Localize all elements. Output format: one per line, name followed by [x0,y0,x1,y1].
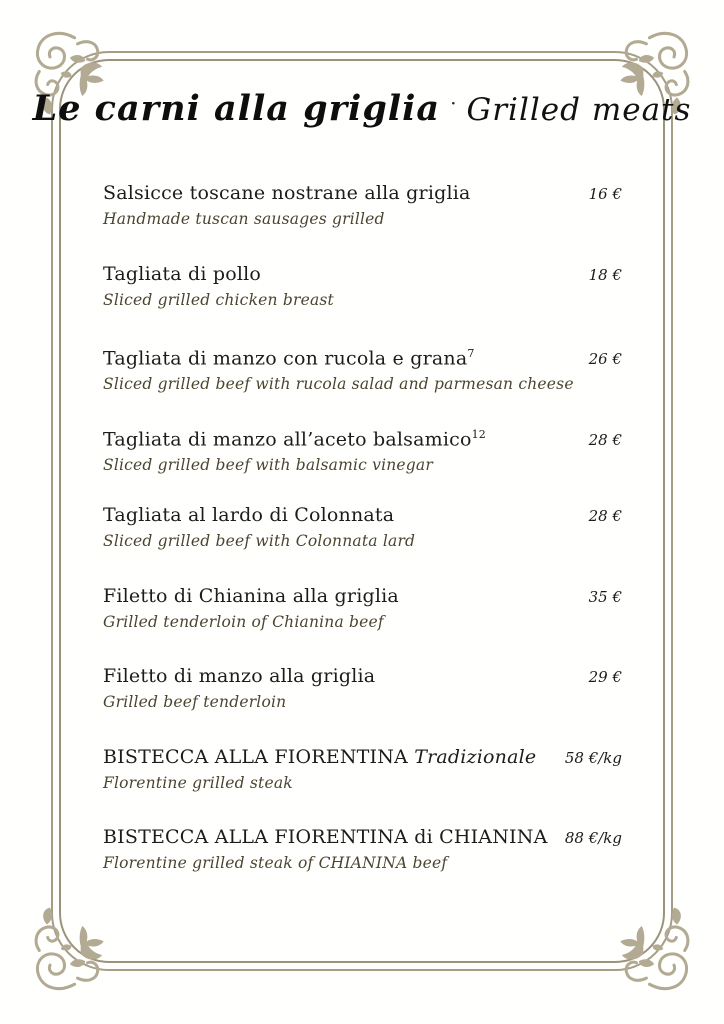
dish-name: Tagliata di manzo con rucola e grana$^7$ [103,347,475,370]
menu-item-row [103,583,622,609]
dish-description: Handmade tuscan sausages grilled [103,210,385,228]
allergen-superscript: 12 [471,427,486,441]
menu-item [103,422,622,503]
menu-item-row [103,663,622,689]
menu-item-row [103,824,622,850]
dish-name: Tagliata di manzo all’aceto balsamico$^{12}$ [103,427,486,450]
menu-item [103,261,622,342]
menu-item-row [103,261,622,287]
menu-item [103,180,622,261]
menu-item [103,502,622,583]
menu-item [103,663,622,744]
menu-item-row [103,744,622,770]
menu-list [103,180,622,905]
dish-description: Florentine grilled steak of CHIANINA beef [103,854,448,872]
dish-description: Sliced grilled beef with balsamic vinegar [103,455,433,474]
menu-item [103,824,622,905]
allergen-superscript: 7 [467,347,475,360]
title-english: Grilled meats [466,92,692,128]
menu-item-row [103,422,622,452]
dish-name: Filetto di manzo alla griglia [103,665,376,687]
dish-price: 18 € [588,265,622,284]
dish-description: Grilled beef tenderloin [103,693,287,711]
dish-price: 88 €/kg [564,829,622,847]
dish-name: BISTECCA ALLA FIORENTINA Tradizionale [103,745,537,768]
dish-price: 29 € [588,668,622,686]
dish-price: 16 € [588,185,622,203]
menu-item-row [103,341,622,371]
menu-item-row [103,502,622,528]
dish-price: 35 € [588,587,622,606]
corner-flourish-icon [27,903,119,995]
dish-price: 28 € [588,430,622,449]
dish-description: Grilled tenderloin of Chianina beef [103,612,384,631]
dish-description: Florentine grilled steak [103,773,293,792]
dish-name: Salsicce toscane nostrane alla griglia [103,182,471,204]
title-separator: · [450,91,457,115]
menu-item [103,744,622,825]
title-italian: Le carni alla griglia [32,88,441,129]
dish-name: Filetto di Chianina alla griglia [103,584,399,607]
dish-name: Tagliata al lardo di Colonnata [103,504,395,526]
menu-item-row [103,180,622,206]
dish-price: 58 €/kg [564,748,622,767]
dish-description: Sliced grilled beef with Colonnata lard [103,532,416,550]
dish-name: Tagliata di pollo [103,262,262,285]
dish-price: 26 € [588,350,622,369]
menu-item [103,341,622,422]
page-title [0,88,724,129]
corner-flourish-icon [605,903,697,995]
dish-price: 28 € [588,507,622,525]
menu-item [103,583,622,664]
dish-name: BISTECCA ALLA FIORENTINA di CHIANINA [103,826,548,848]
dish-description: Sliced grilled beef with rucola salad and parmesan cheese [103,375,574,394]
dish-description: Sliced grilled chicken breast [103,290,334,309]
